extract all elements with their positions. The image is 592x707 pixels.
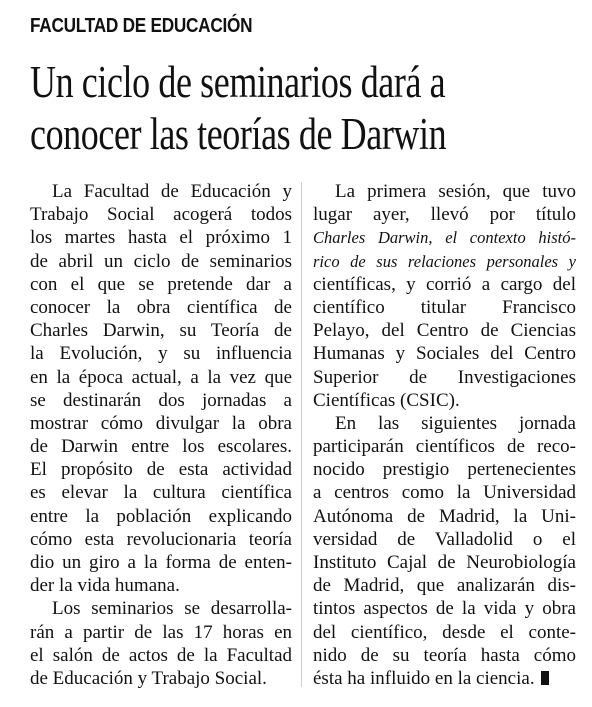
headline (30, 56, 446, 160)
text-line: conocer la obra científica de (30, 296, 292, 318)
text-line: rán a partir de las 17 horas en (30, 621, 292, 643)
text-line: nido de su teoría hasta cómo (313, 644, 576, 666)
text-line: En las siguientes jornada (335, 412, 576, 434)
text-line: versidad de Valladolid o el (313, 528, 576, 550)
text-line: nocido prestigio pertenecientes (313, 459, 576, 481)
text-line: del científico, desde el conte- (313, 621, 576, 643)
text-line: tintos aspectos de la vida y obra (313, 598, 576, 620)
text-line-italic: rico de sus relaciones personales y (313, 251, 576, 271)
text-line: Los seminarios se desarrolla- (52, 598, 292, 620)
text-line: a centros como la Universidad (313, 482, 576, 504)
text-line: mostrar cómo divulgar la obra (30, 412, 292, 434)
text-line: en la época actual, a la vez que (30, 366, 292, 388)
text-line: de Madrid, que analizarán dis- (313, 575, 576, 597)
article-column-right (313, 180, 576, 690)
text-line: se destinarán dos jornadas a (30, 389, 292, 411)
text-line: cómo esta revolucionaria teoría (30, 528, 292, 550)
end-of-article-mark (541, 671, 549, 685)
text-line: el salón de actos de la Facultad (30, 644, 292, 666)
text-line: Autónoma de Madrid, la Uni- (313, 505, 576, 527)
text-line: La Facultad de Educación y (52, 181, 292, 202)
section-kicker: FACULTAD DE EDUCACIÓN (30, 15, 253, 37)
text-line: Pelayo, del Centro de Ciencias (313, 320, 576, 342)
text-line: Científicas (CSIC). (313, 389, 460, 411)
text-line: Humanas y Sociales del Centro (313, 343, 576, 365)
text-line-italic: Charles Darwin, el contexto histó- (313, 228, 576, 248)
article-column-left (30, 180, 292, 690)
text-line: entre la población explicando (30, 505, 292, 527)
text-line: de Educación y Trabajo Social. (30, 667, 267, 689)
text-line-final-text: ésta ha influido en la ciencia. (313, 667, 535, 689)
text-line: de Darwin entre los escolares. (30, 436, 292, 458)
text-line: científico titular Francisco (313, 296, 576, 318)
text-line: la Evolución, y su influencia (30, 343, 292, 365)
text-line: es elevar la cultura científica (30, 482, 292, 504)
text-line: La primera sesión, que tuvo (335, 181, 576, 202)
text-line: Superior de Investigaciones (313, 366, 576, 388)
text-line: lugar ayer, llevó por título (313, 204, 576, 226)
text-line: der la vida humana. (30, 575, 180, 597)
text-line: Charles Darwin, su Teoría de (30, 320, 292, 342)
text-line: de abril un ciclo de seminarios (30, 250, 292, 272)
text-line: con el que se pretende dar a (30, 273, 292, 295)
text-line: Instituto Cajal de Neurobiología (313, 552, 576, 573)
text-line: dio un giro a la forma de enten- (30, 552, 292, 573)
headline-line-1: Un ciclo de seminarios dará a (30, 57, 446, 107)
text-line: Trabajo Social acogerá todos (30, 204, 292, 226)
headline-line-2: conocer las teorías de Darwin (30, 109, 447, 159)
text-line: participarán científicos de reco- (313, 436, 576, 458)
column-divider (301, 182, 302, 687)
text-line: científicas, y corrió a cargo del (313, 273, 576, 295)
text-line: El propósito de esta actividad (30, 459, 292, 481)
text-line-final (313, 667, 576, 690)
text-line: los martes hasta el próximo 1 (30, 227, 292, 249)
